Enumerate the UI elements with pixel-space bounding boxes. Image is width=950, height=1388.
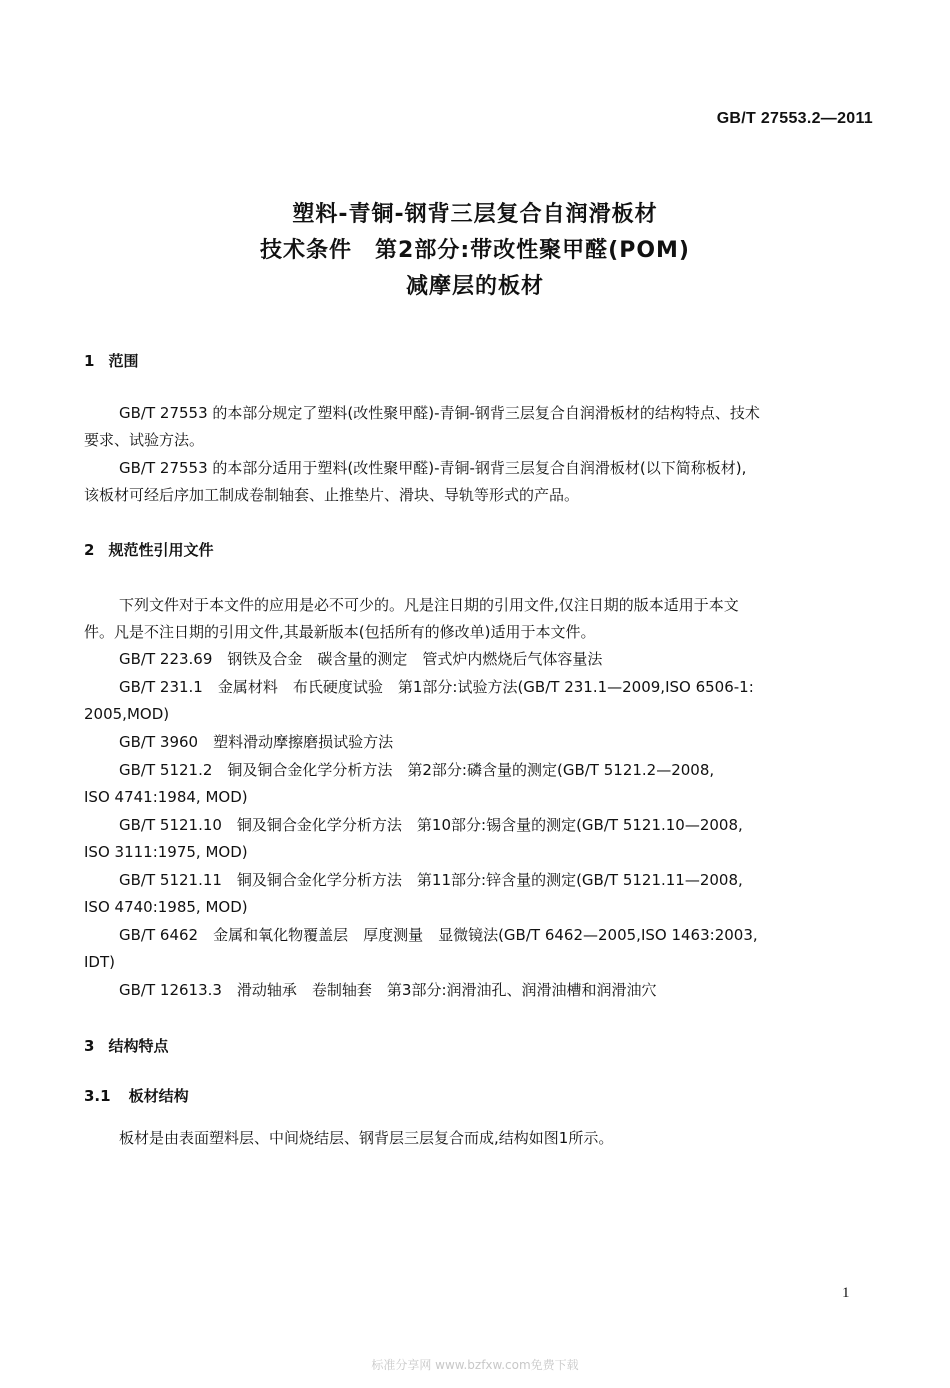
section-1-heading	[84, 350, 138, 371]
section-1-para-1-line-1: GB/T 27553 的本部分规定了塑料(改性聚甲醛)-青铜-钢背三层复合自润滑板材的结构特点、技术	[119, 404, 760, 422]
reference-item-line-1: GB/T 223.69 钢铁及合金 碳含量的测定 管式炉内燃烧后气体容量法	[119, 650, 603, 668]
section-1-para-2-line-1: GB/T 27553 的本部分适用于塑料(改性聚甲醛)-青铜-钢背三层复合自润滑板材(以下简称板材),	[119, 459, 747, 477]
section-3-1-text: 板材是由表面塑料层、中间烧结层、钢背层三层复合而成,结构如图1所示。	[119, 1129, 614, 1147]
reference-item-line-1: GB/T 5121.10 铜及铜合金化学分析方法 第10部分:锡含量的测定(GB/T 5121.10—2008,	[119, 816, 743, 834]
page-number: 1	[842, 1285, 850, 1301]
reference-item-line-2: IDT)	[84, 953, 115, 971]
document-title-line-2: 技术条件 第2部分:带改性聚甲醛(POM)	[260, 238, 690, 263]
section-3-heading	[84, 1035, 168, 1056]
section-2-title: 规范性引用文件	[108, 541, 214, 559]
section-2-number: 2	[84, 541, 95, 559]
reference-item-line-1: GB/T 6462 金属和氧化物覆盖层 厚度测量 显微镜法(GB/T 6462—2005,ISO 1463:2003,	[119, 926, 758, 944]
reference-item-line-2: 2005,MOD)	[84, 705, 170, 723]
section-2-intro-line-2: 件。凡是不注日期的引用文件,其最新版本(包括所有的修改单)适用于本文件。	[84, 623, 596, 641]
reference-item-line-1: GB/T 231.1 金属材料 布氏硬度试验 第1部分:试验方法(GB/T 231.1—2009,ISO 6506-1:	[119, 678, 754, 696]
reference-item-line-1: GB/T 12613.3 滑动轴承 卷制轴套 第3部分:润滑油孔、润滑油槽和润滑油穴	[119, 981, 657, 999]
reference-item-line-1: GB/T 5121.11 铜及铜合金化学分析方法 第11部分:锌含量的测定(GB/T 5121.11—2008,	[119, 871, 743, 889]
reference-item-line-2: ISO 4740:1985, MOD)	[84, 898, 248, 916]
document-title-line-3: 减摩层的板材	[405, 274, 544, 299]
standard-code: GB/T 27553.2—2011	[716, 110, 873, 127]
reference-item-line-1: GB/T 5121.2 铜及铜合金化学分析方法 第2部分:磷含量的测定(GB/T 5121.2—2008,	[119, 761, 715, 779]
watermark: 标准分享网 www.bzfxw.com免费下载	[371, 1358, 579, 1372]
section-3-1-title: 板材结构	[128, 1087, 189, 1105]
reference-item-line-1: GB/T 3960 塑料滑动摩擦磨损试验方法	[119, 733, 394, 751]
section-1-para-1-line-2: 要求、试验方法。	[84, 431, 205, 449]
section-3-title: 结构特点	[108, 1037, 169, 1055]
reference-item-line-2: ISO 3111:1975, MOD)	[84, 843, 248, 861]
section-1-title: 范围	[108, 352, 139, 370]
section-3-1-heading	[84, 1085, 189, 1106]
section-2-intro-line-1: 下列文件对于本文件的应用是必不可少的。凡是注日期的引用文件,仅注日期的版本适用于本文	[119, 596, 739, 614]
document-title-line-1: 塑料-青铜-钢背三层复合自润滑板材	[292, 202, 658, 227]
section-1-number: 1	[84, 352, 95, 370]
reference-item-line-2: ISO 4741:1984, MOD)	[84, 788, 248, 806]
section-3-1-number: 3.1	[84, 1087, 111, 1105]
section-3-number: 3	[84, 1037, 95, 1055]
section-1-para-2-line-2: 该板材可经后序加工制成卷制轴套、止推垫片、滑块、导轨等形式的产品。	[84, 486, 580, 504]
section-2-heading	[84, 539, 213, 560]
